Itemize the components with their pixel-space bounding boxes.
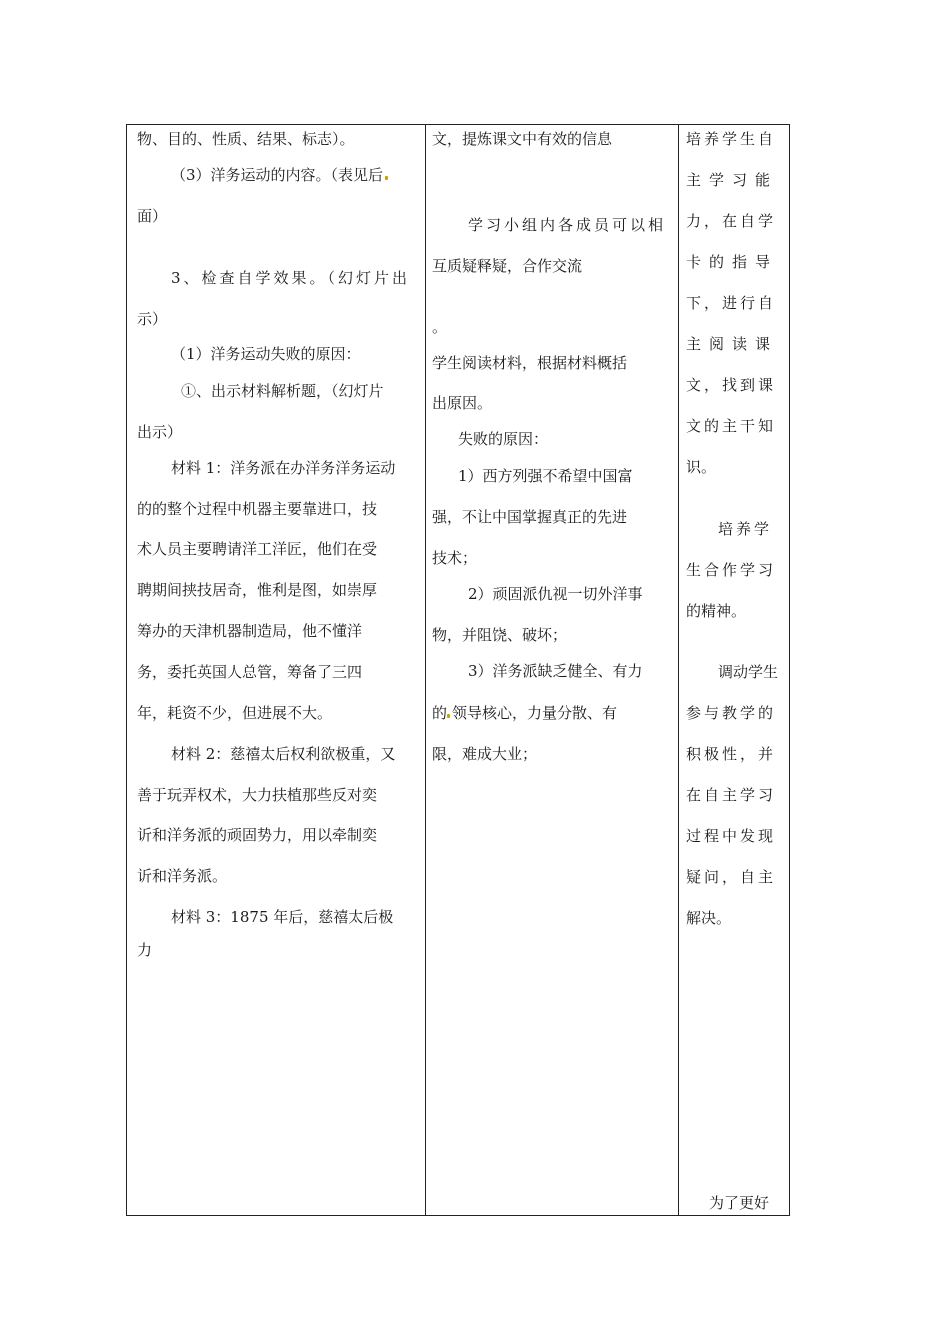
text-line: 积极性，并 bbox=[686, 745, 777, 763]
text-line: 1）西方列强不希望中国富 bbox=[458, 467, 633, 485]
lesson-plan-table bbox=[126, 124, 790, 1216]
marker-dot bbox=[447, 714, 450, 718]
text-line: （1）洋务运动失败的原因： bbox=[171, 345, 361, 363]
text-line: 䜣和洋务派。 bbox=[137, 867, 228, 885]
text-line: ①、出示材料解析题，（幻灯片 bbox=[181, 382, 384, 400]
text-line: 力，在自学 bbox=[686, 212, 777, 230]
text-line: 解决。 bbox=[686, 909, 732, 927]
text-line: 限，难成大业； bbox=[432, 745, 538, 763]
text-line: 物，并阻饶、破坏； bbox=[432, 626, 568, 644]
text-line: 示） bbox=[137, 310, 168, 328]
text-line: 聘期间挟技居奇，惟利是图，如崇厚 bbox=[137, 581, 378, 599]
student-activity-column bbox=[426, 125, 678, 1215]
text-line: 学生阅读材料，根据材料概括 bbox=[432, 354, 628, 372]
text-span: （3）洋务运动的内容。（表见后 bbox=[171, 166, 384, 184]
text-line: 文的主干知 bbox=[686, 417, 777, 435]
text-line: 术人员主要聘请洋工洋匠，他们在受 bbox=[137, 540, 378, 558]
text-line: 强，不让中国掌握真正的先进 bbox=[432, 508, 628, 526]
design-intent-column bbox=[679, 125, 789, 1215]
text-line: 的的整个过程中机器主要靠进口，技 bbox=[137, 500, 378, 518]
text-line: 文，找到课 bbox=[686, 376, 777, 394]
text-line bbox=[432, 703, 617, 723]
text-span: 的 bbox=[432, 704, 448, 722]
text-line: 2）顽固派仇视一切外洋事 bbox=[468, 585, 643, 603]
text-line: 力 bbox=[137, 941, 153, 959]
text-line: 材料 2：慈禧太后权利欲极重，又 bbox=[171, 745, 396, 763]
text-line: 生合作学习 bbox=[686, 561, 777, 579]
text-line: 卡的指导 bbox=[686, 253, 779, 271]
text-line: 务，委托英国人总管，筹备了三四 bbox=[137, 663, 363, 681]
text-line: 面） bbox=[137, 207, 168, 225]
text-line: 培养学 bbox=[718, 520, 773, 538]
text-line: 年，耗资不少，但进展不大。 bbox=[137, 704, 333, 722]
text-line: 材料 1：洋务派在办洋务洋务运动 bbox=[171, 459, 396, 477]
text-line: 疑问，自主 bbox=[686, 868, 777, 886]
text-line: 培养学生自 bbox=[686, 130, 777, 148]
text-line: 䜣和洋务派的顽固势力，用以牵制奕 bbox=[137, 826, 378, 844]
text-line bbox=[171, 165, 388, 185]
text-line: 材料 3：1875 年后，慈禧太后极 bbox=[171, 908, 394, 926]
text-line: 善于玩弄权术，大力扶植那些反对奕 bbox=[137, 786, 378, 804]
text-line: 。 bbox=[432, 318, 448, 336]
text-line: 失败的原因： bbox=[458, 430, 549, 448]
text-line: 主学习能 bbox=[686, 171, 779, 189]
text-line: 的精神。 bbox=[686, 602, 747, 620]
text-line: 文，提炼课文中有效的信息 bbox=[432, 130, 613, 148]
text-line: 3、检查自学效果。（幻灯片出 bbox=[171, 269, 411, 287]
text-line: 出原因。 bbox=[432, 394, 493, 412]
text-line: 调动学生 bbox=[718, 663, 779, 681]
text-line: 在自主学习 bbox=[686, 786, 777, 804]
text-line: 下，进行自 bbox=[686, 294, 777, 312]
text-line: 技术； bbox=[432, 549, 478, 567]
text-line: 为了更好 bbox=[709, 1194, 770, 1212]
text-line: 主阅读课 bbox=[686, 335, 779, 353]
text-line: 识。 bbox=[686, 458, 717, 476]
text-line: 筹办的天津机器制造局，他不懂洋 bbox=[137, 622, 363, 640]
text-line: 物、目的、性质、结果、标志）。 bbox=[137, 130, 355, 148]
text-line: 学习小组内各成员可以相 bbox=[468, 216, 667, 234]
text-line: 参与教学的 bbox=[686, 704, 777, 722]
text-line: 3）洋务派缺乏健全、有力 bbox=[468, 662, 643, 680]
text-span: 领导核心，力量分散、有 bbox=[452, 704, 618, 722]
text-line: 过程中发现 bbox=[686, 827, 777, 845]
marker-dot bbox=[385, 176, 388, 180]
text-line: 互质疑释疑，合作交流 bbox=[432, 257, 583, 275]
text-line: 出示） bbox=[137, 423, 183, 441]
teaching-process-column bbox=[127, 125, 425, 1215]
